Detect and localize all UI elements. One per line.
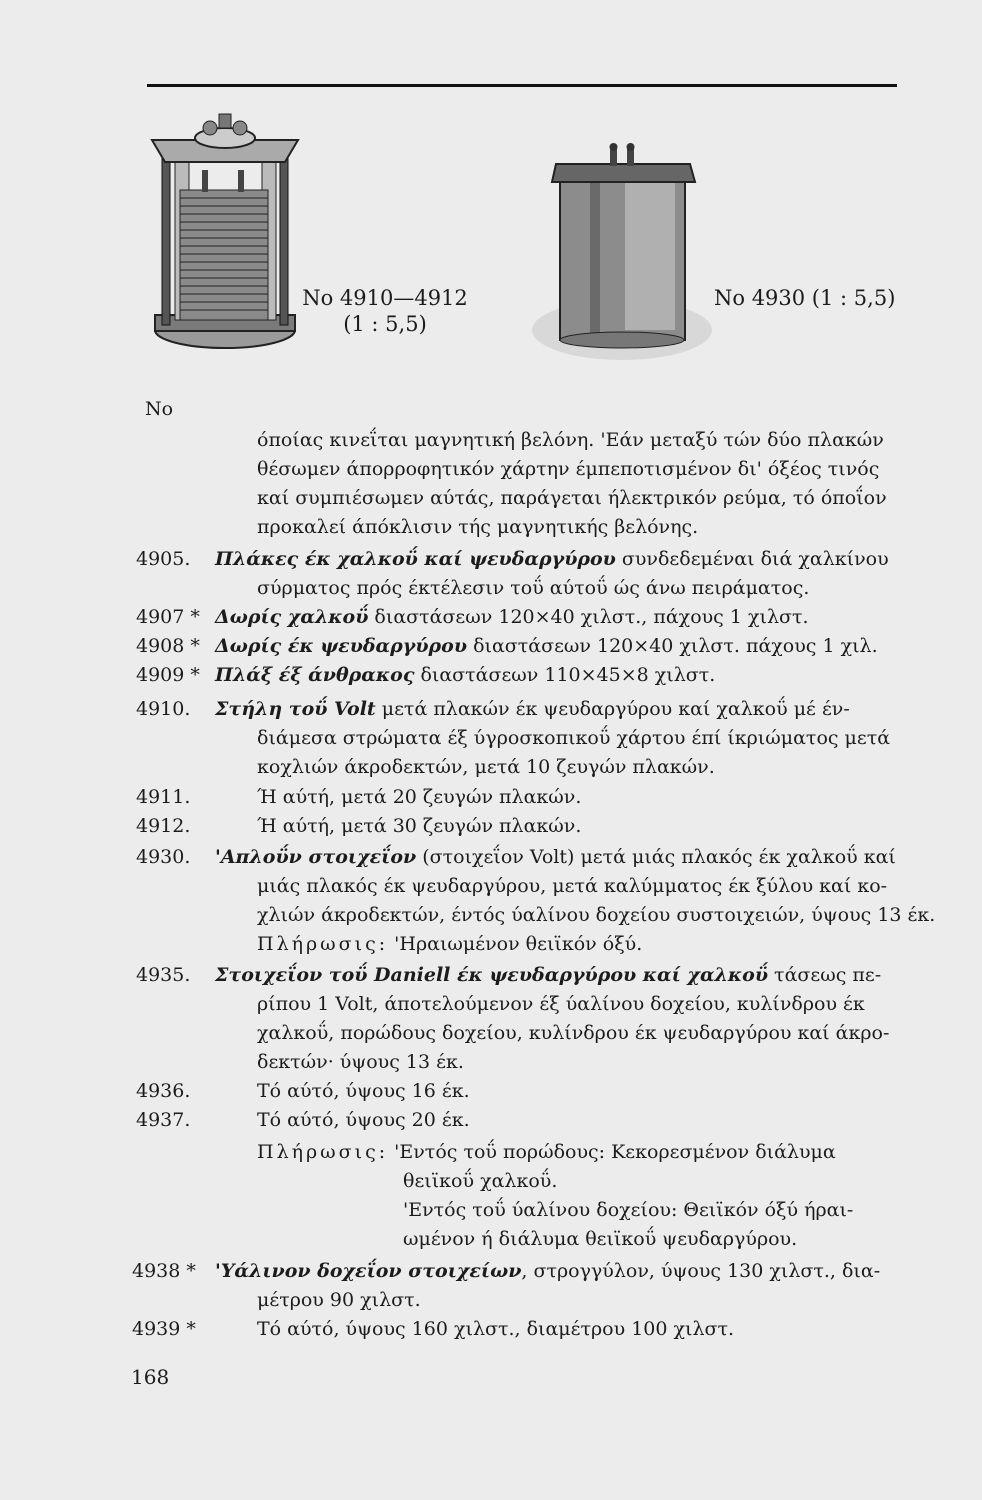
cell-figure-label: No 4930 (1 : 5,5) (714, 286, 896, 310)
entry-number: 4908 * (136, 635, 200, 657)
filling-porous-text: Κεκορεσμένον διάλυμα (605, 1141, 836, 1163)
entry-number: 4912. (136, 815, 191, 837)
entry-line (215, 697, 850, 721)
entry-title: Στήλη τοΰ Volt (215, 698, 376, 720)
filling-label: Πλήρωσις: (257, 1141, 389, 1163)
entry-line: Τό αύτό, ύψους 160 χιλστ., διαμέτρου 100 χιλστ. (257, 1318, 735, 1340)
entry-line: χαλκοΰ, πορώδους δοχείου, κυλίνδρου έκ ψευδαργύρου καί άκρο- (257, 1022, 890, 1044)
entry-number: 4937. (136, 1109, 191, 1131)
filling-label: Πλήρωσις: (257, 933, 389, 955)
intro-line: θέσωμεν άπορροφητικόν χάρτην έμπεποτισμένον δι' όξέος τινός (257, 458, 880, 480)
entry-number: 4909 * (136, 664, 200, 686)
filling-text: 'Ηραιωμένον θειϊκόν όξύ. (388, 933, 643, 955)
entry-text: τάσεως πε- (768, 964, 882, 986)
entry-number: 4907 * (136, 606, 200, 628)
intro-line: προκαλεί άπόκλισιν τής μαγνητικής βελόνης. (257, 516, 699, 538)
entry-line: Ή αύτή, μετά 30 ζευγών πλακών. (257, 815, 582, 837)
entry-text: , στρογγύλον, ύψους 130 χιλστ., δια- (521, 1260, 881, 1282)
entry-title: Δωρίς χαλκοΰ (215, 606, 369, 628)
entry-number: 4905. (136, 548, 191, 570)
entry-number: 4936. (136, 1080, 191, 1102)
entry-line: διάμεσα στρώματα έξ ύγροσκοπικοΰ χάρτου έπί ίκριώματος μετά (257, 727, 891, 749)
entry-line: ρίπου 1 Volt, άποτελούμενον έξ ύαλίνου δοχείου, κυλίνδρου έκ (257, 993, 865, 1015)
entry-number: 4930. (136, 846, 191, 868)
entry-number: 4939 * (132, 1318, 196, 1340)
intro-line: καί συμπιέσωμεν αύτάς, παράγεται ήλεκτρικόν ρεύμα, τό όποΐον (257, 487, 887, 509)
entry-text: (στοιχεΐον Volt) μετά μιάς πλακός έκ χαλκοΰ καί (416, 846, 896, 868)
entry-number: 4911. (136, 786, 191, 808)
top-rule (147, 84, 897, 87)
entry-title: Πλάξ έξ άνθρακος (215, 664, 415, 686)
entry-title: Πλάκες έκ χαλκοΰ καί ψευδαργύρου (215, 548, 616, 570)
entry-number: 4910. (136, 698, 191, 720)
entry-title: 'Απλοΰν στοιχεΐον (215, 846, 417, 868)
intro-line: όποίας κινεΐται μαγνητική βελόνη. 'Εάν μεταξύ τών δύο πλακών (257, 429, 884, 451)
entry-number: 4935. (136, 964, 191, 986)
entry-line: Τό αύτό, ύψους 20 έκ. (257, 1109, 470, 1131)
entry-text: συνδεδεμέναι διά χαλκίνου (615, 548, 889, 570)
filling-line: ωμένον ή διάλυμα θειϊκοΰ ψευδαργύρου. (403, 1228, 798, 1250)
entry-text: διαστάσεων 120×40 χιλστ., πάχους 1 χιλστ. (368, 606, 809, 628)
filling-line (403, 1198, 853, 1222)
filling-glass-label: 'Εντός τοΰ ύαλίνου δοχείου: (403, 1199, 678, 1221)
voltaic-pile-illustration (140, 100, 310, 370)
entry-line (215, 547, 889, 571)
filling-line (257, 1140, 836, 1164)
entry-number: 4938 * (132, 1260, 196, 1282)
entry-line (215, 605, 809, 629)
entry-line: μιάς πλακός έκ ψευδαργύρου, μετά καλύμματος έκ ξύλου καί κο- (257, 875, 888, 897)
header-no: No (145, 398, 174, 420)
entry-line: κοχλιών άκροδεκτών, μετά 10 ζευγών πλακών. (257, 756, 715, 778)
filling-glass-text: Θειϊκόν όξύ ήραι- (677, 1199, 854, 1221)
entry-line: δεκτών· ύψους 13 έκ. (257, 1051, 464, 1073)
filling-line (257, 932, 642, 956)
entry-line (215, 1259, 880, 1283)
simple-cell-illustration (530, 140, 715, 365)
entry-title: Δωρίς έκ ψευδαργύρου (215, 635, 468, 657)
entry-text: μετά πλακών έκ ψευδαργύρου καί χαλκοΰ μέ έν- (375, 698, 850, 720)
entry-title: Στοιχεΐον τοΰ Daniell έκ ψευδαργύρου καί χαλκοΰ (215, 964, 769, 986)
entry-line (215, 634, 878, 658)
entry-line (215, 845, 896, 869)
entry-text: διαστάσεων 120×40 χιλστ. πάχους 1 χιλ. (467, 635, 878, 657)
entry-title: 'Υάλινον δοχεΐον στοιχείων (215, 1260, 522, 1282)
entry-line: σύρματος πρός έκτέλεσιν τοΰ αύτοΰ ώς άνω πειράματος. (257, 577, 810, 599)
entry-line (215, 663, 715, 687)
entry-line: χλιών άκροδεκτών, έντός ύαλίνου δοχείου συστοιχειών, ύψους 13 έκ. (257, 904, 936, 926)
entry-line (215, 963, 881, 987)
filling-line: θειϊκοΰ χαλκοΰ. (403, 1170, 558, 1192)
filling-porous-label: 'Εντός τοΰ πορώδους: (388, 1141, 606, 1163)
entry-line: μέτρου 90 χιλστ. (257, 1289, 421, 1311)
page-number: 168 (131, 1365, 170, 1389)
pile-figure-label: No 4910—4912 (1 : 5,5) (302, 286, 468, 336)
entry-line: Τό αύτό, ύψους 16 έκ. (257, 1080, 470, 1102)
entry-text: διαστάσεων 110×45×8 χιλστ. (414, 664, 716, 686)
entry-line: Ή αύτή, μετά 20 ζευγών πλακών. (257, 786, 582, 808)
